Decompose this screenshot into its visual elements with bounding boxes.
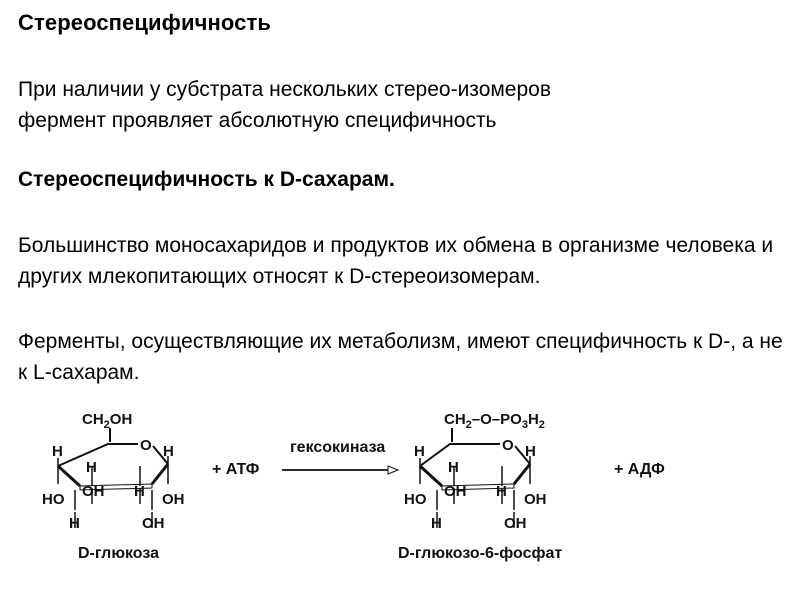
glucose-h-inner-left: H <box>86 459 97 476</box>
reaction-arrowhead <box>388 466 398 474</box>
glucose-h-right-top: H <box>163 443 174 460</box>
glucose-oh-right: OH <box>162 491 185 508</box>
glucose-oh-inner-left: OH <box>82 483 105 500</box>
glucose-structure <box>42 411 185 562</box>
glucose-oh-bottom-right: OH <box>142 515 165 532</box>
glucose-ring-oxygen: O <box>140 437 152 454</box>
g6p-h-left-top: H <box>414 443 425 460</box>
reaction-scheme <box>0 400 800 600</box>
g6p-h-inner-left: H <box>448 459 459 476</box>
paragraph-d-stereoisomers: Большинство моносахаридов и продуктов их обмена в организме человека и других млекопитающих относят к D-стереоизомерам. <box>18 234 774 288</box>
slide-title: Стереоспецифичность <box>18 10 271 35</box>
glucose-h-inner-right: H <box>134 483 145 500</box>
g6p-h-bottom-left: H <box>431 515 442 532</box>
g6p-h-right-top: H <box>525 443 536 460</box>
plus-adp-label: + АДФ <box>614 461 665 478</box>
g6p-oh-inner-left: OH <box>444 483 467 500</box>
g6p-h-inner-right: H <box>496 483 507 500</box>
enzyme-label: гексокиназа <box>290 439 386 456</box>
glucose-ch2oh-label: $CH_2OH$ <box>82 411 133 431</box>
glucose-ho-left: HO <box>42 491 65 508</box>
g6p-ho-left: HO <box>404 491 427 508</box>
g6p-name: D-глюкозо-6-фосфат <box>398 545 563 562</box>
g6p-ring-oxygen: O <box>502 437 514 454</box>
paragraph-absolute-specificity: При наличии у субстрата нескольких стерео-изомеров фермент проявляет абсолютную специфичность <box>18 78 551 132</box>
g6p-phosphate-group-label: $CH_2-O-PO_3H_2$ <box>444 411 545 431</box>
glucose-h-bottom-left: H <box>69 515 80 532</box>
glucose-h-left-top: H <box>52 443 63 460</box>
slide-subtitle: Стереоспецифичность к D-сахарам. <box>18 168 395 191</box>
glucose-6-phosphate-structure <box>398 411 562 562</box>
paragraph-enzyme-specificity: Ферменты, осуществляющие их метаболизм, имеют специфичность к D-, а не к L-сахарам. <box>18 330 783 384</box>
g6p-oh-bottom-right: OH <box>504 515 527 532</box>
glucose-name: D-глюкоза <box>78 545 159 562</box>
plus-atp-label: + АТФ <box>212 461 260 478</box>
g6p-oh-right: OH <box>524 491 547 508</box>
